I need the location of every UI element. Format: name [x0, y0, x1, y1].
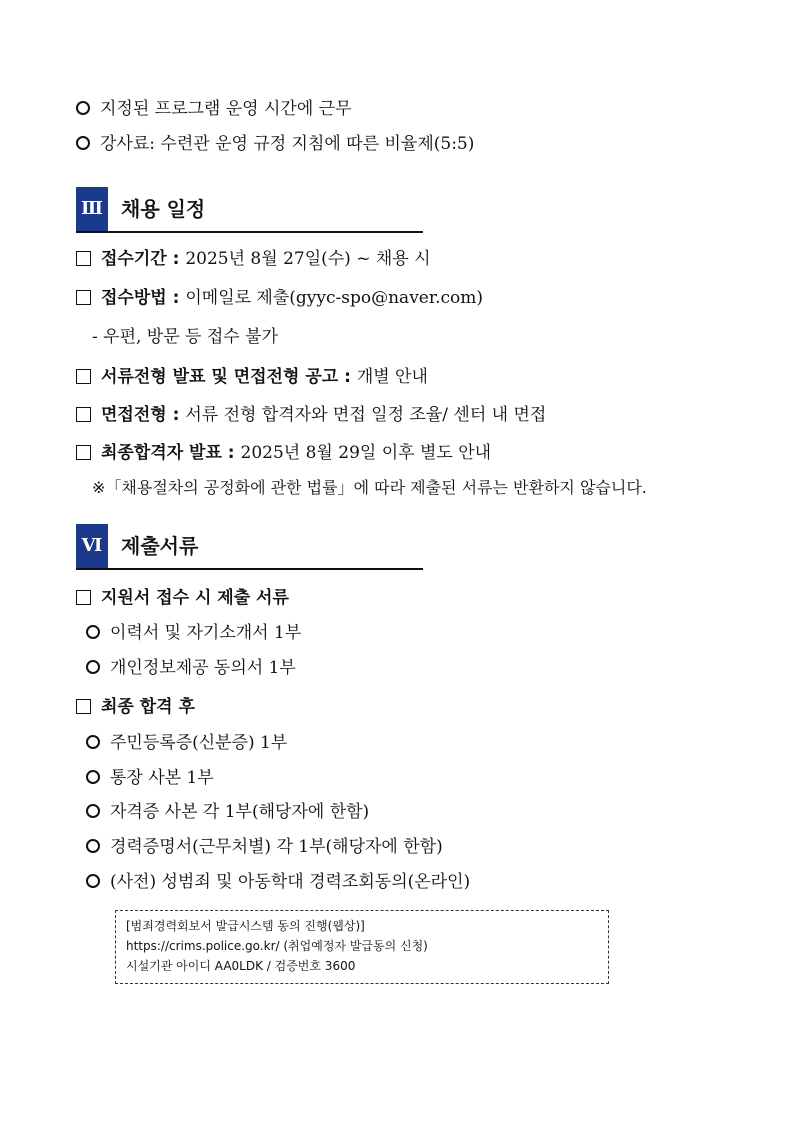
schedule-item: 면접전형 : 서류 전형 합격자와 면접 일정 조율/ 센터 내 면접 — [76, 404, 546, 426]
list-item: 개인정보제공 동의서 1부 — [86, 657, 296, 679]
schedule-item: 서류전형 발표 및 면접전형 공고 : 개별 안내 — [76, 366, 428, 388]
section-number-badge: Ⅲ — [76, 187, 108, 231]
notice-text: ※「채용절차의 공정화에 관한 법률」에 따라 제출된 서류는 반환하지 않습니다. — [92, 478, 647, 497]
schedule-item: 최종합격자 발표 : 2025년 8월 29일 이후 별도 안내 — [76, 442, 491, 464]
list-item: (사전) 성범죄 및 아동학대 경력조회동의(온라인) — [86, 871, 470, 893]
section-header-schedule — [76, 187, 423, 233]
info-box — [115, 910, 609, 984]
circle-bullet-icon — [76, 136, 90, 150]
sub-note: - 우편, 방문 등 접수 불가 — [92, 327, 278, 347]
list-item: 지정된 프로그램 운영 시간에 근무 — [76, 98, 352, 120]
checkbox-square-icon — [76, 290, 91, 305]
list-item: 이력서 및 자기소개서 1부 — [86, 622, 301, 644]
list-item: 경력증명서(근무처별) 각 1부(해당자에 한함) — [86, 836, 443, 858]
section-number-badge: Ⅵ — [76, 524, 108, 568]
info-box-title: [범죄경력회보서 발급시스템 동의 진행(웹상)] — [126, 919, 365, 933]
checkbox-square-icon — [76, 699, 91, 714]
circle-bullet-icon — [86, 660, 100, 674]
circle-bullet-icon — [86, 770, 100, 784]
schedule-item: 접수기간 : 2025년 8월 27일(수) ~ 채용 시 — [76, 248, 431, 270]
circle-bullet-icon — [76, 101, 90, 115]
checkbox-square-icon — [76, 369, 91, 384]
circle-bullet-icon — [86, 839, 100, 853]
circle-bullet-icon — [86, 625, 100, 639]
schedule-item: 접수방법 : 이메일로 제출(gyyc-spo@naver.com) — [76, 287, 483, 309]
section-header-documents — [76, 524, 423, 570]
list-item: 자격증 사본 각 1부(해당자에 한함) — [86, 801, 369, 823]
section-title: 제출서류 — [121, 534, 199, 558]
list-item: 강사료: 수련관 운영 규정 지침에 따른 비율제(5:5) — [76, 133, 474, 155]
info-box-url: https://crims.police.go.kr/ (취업예정자 발급동의 신청) — [126, 939, 428, 953]
list-item: 주민등록증(신분증) 1부 — [86, 732, 287, 754]
circle-bullet-icon — [86, 804, 100, 818]
circle-bullet-icon — [86, 735, 100, 749]
checkbox-square-icon — [76, 251, 91, 266]
document-group-header: 최종 합격 후 — [76, 696, 195, 718]
section-title: 채용 일정 — [121, 197, 206, 221]
checkbox-square-icon — [76, 407, 91, 422]
info-box-credentials: 시설기관 아이디 AA0LDK / 검증번호 3600 — [126, 959, 356, 973]
checkbox-square-icon — [76, 445, 91, 460]
document-group-header: 지원서 접수 시 제출 서류 — [76, 587, 289, 609]
circle-bullet-icon — [86, 874, 100, 888]
checkbox-square-icon — [76, 590, 91, 605]
list-item: 통장 사본 1부 — [86, 767, 214, 789]
